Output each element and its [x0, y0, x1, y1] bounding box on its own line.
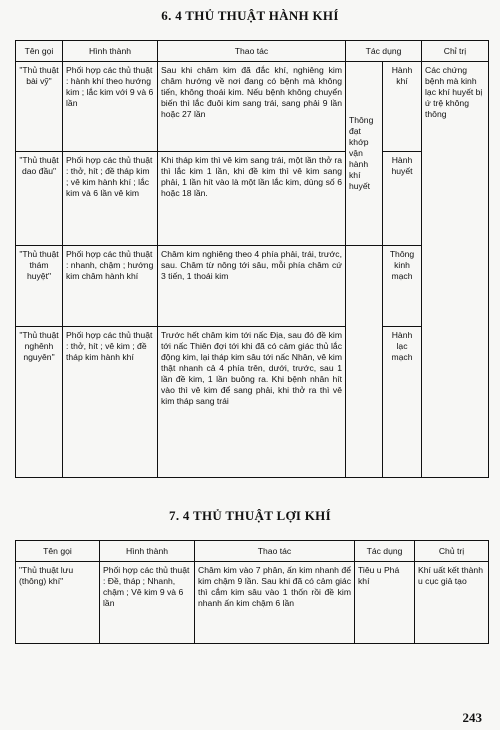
table-hanh-khi [15, 40, 489, 478]
header-hinh-thanh: Hình thành [100, 541, 195, 562]
table-row [16, 327, 489, 478]
header-ten-goi: Tên gọi [16, 41, 63, 62]
header-thao-tac: Thao tác [158, 41, 346, 62]
row-operation: Châm kim nghiêng theo 4 phía phải, trái, trước, sau. Châm từ nông tới sâu, mỗi phía châm cứ 3 tiến, 1 thoái kim [158, 245, 346, 326]
row-operation: Khi tháp kim thì vê kim sang trái, một lần thở ra thì lắc kim 1 lần, khi đề kim thì vê kim sang phải, 1 lần hít vào là một lần lắc kim, dùng số 6 hoặc 18 lần. [158, 152, 346, 246]
effect-common-empty [346, 245, 383, 477]
table-row [16, 245, 489, 326]
row-operation: Châm kim vào 7 phân, ấn kim nhanh để kim chậm 9 lần. Sau khi đã có cảm giác thì cắm kim sâu vào 1 thốn rồi đề kim nhanh ấn kim chậm 6 lần [195, 562, 355, 644]
row-effect: Hành lạc mạch [383, 327, 422, 478]
header-ten-goi: Tên gọi [16, 541, 100, 562]
section-title-loi-khi: 7. 4 THỦ THUẬT LỢI KHÍ [169, 508, 331, 523]
row-formation: Phối hợp các thủ thuật : hành khí theo hướng kim ; lắc kim với 9 và 6 lần [63, 62, 158, 152]
table-loi-khi [15, 540, 489, 644]
table-header-row [16, 541, 489, 562]
row-effect: Hành huyết [383, 152, 422, 246]
row-name: "Thủ thuật dao đầu" [16, 152, 63, 246]
indication: Các chứng bệnh mà kinh lạc khí huyết bị ứ trệ không thông [422, 62, 489, 478]
row-operation: Trước hết châm kim tới nấc Địa, sau đó đề kim tới nấc Thiên đợi tới khi đã có cảm giác thủ lắc động kim, lại tháp kim sâu tới nấc Nhân, vê kim thật nhanh cả 4 phía trên, dưới, trước, sau 1 lần đề kim, 1 lần buông ra. Khi bệnh nhân hít vào thì vê kim để sang phải, khi thở ra thì vê kim tháp sang trái [158, 327, 346, 478]
table-row [16, 562, 489, 644]
row-name: "Thủ thuật nghênh nguyên" [16, 327, 63, 478]
header-chu-tri: Chỉ trị [422, 41, 489, 62]
row-formation: Phối hợp các thủ thuật : thở, hít ; vê kim ; đề tháp kim hành khí [63, 327, 158, 478]
section-title-hanh-khi: 6. 4 THỦ THUẬT HÀNH KHÍ [161, 8, 339, 23]
row-effect: Tiêu u Phá khí [355, 562, 415, 644]
row-formation: Phối hợp các thủ thuật : Đề, tháp ; Nhanh, chậm ; Vê kim 9 và 6 lần [100, 562, 195, 644]
header-tac-dung: Tác dụng [355, 541, 415, 562]
row-formation: Phối hợp các thủ thuật : nhanh, chậm ; hướng kim châm hành khí [63, 245, 158, 326]
row-formation: Phối hợp các thủ thuật : thở, hít ; đề tháp kim ; vê kim hành khí ; lắc kim và 6 lần vê kim [63, 152, 158, 246]
row-indication: Khí uất kết thành u cục giả tạo [415, 562, 489, 644]
header-tac-dung: Tác dụng [346, 41, 422, 62]
row-effect: Thông kinh mạch [383, 245, 422, 326]
header-thao-tac: Thao tác [195, 541, 355, 562]
row-name: "Thủ thuật lưu (thông) khí" [16, 562, 100, 644]
table-row [16, 152, 489, 246]
row-name: "Thủ thuật bài vỹ" [16, 62, 63, 152]
row-operation: Sau khi châm kim đã đắc khí, nghiêng kim châm hướng về nơi đang có bệnh mà không tiến, không thoái kim. Nếu bệnh không chuyển biến thì lắc đuôi kim sang trái, sang phải 9 lần hoặc 27 lần [158, 62, 346, 152]
table-row [16, 62, 489, 152]
page-number: 243 [462, 710, 482, 725]
row-name: "Thủ thuật thám huyệt" [16, 245, 63, 326]
header-chu-tri: Chủ trị [415, 541, 489, 562]
header-hinh-thanh: Hình thành [63, 41, 158, 62]
effect-common: Thông đạt khớp vận hành khí huyết [346, 62, 383, 245]
table-header-row [16, 41, 489, 62]
row-effect: Hành khí [383, 62, 422, 152]
